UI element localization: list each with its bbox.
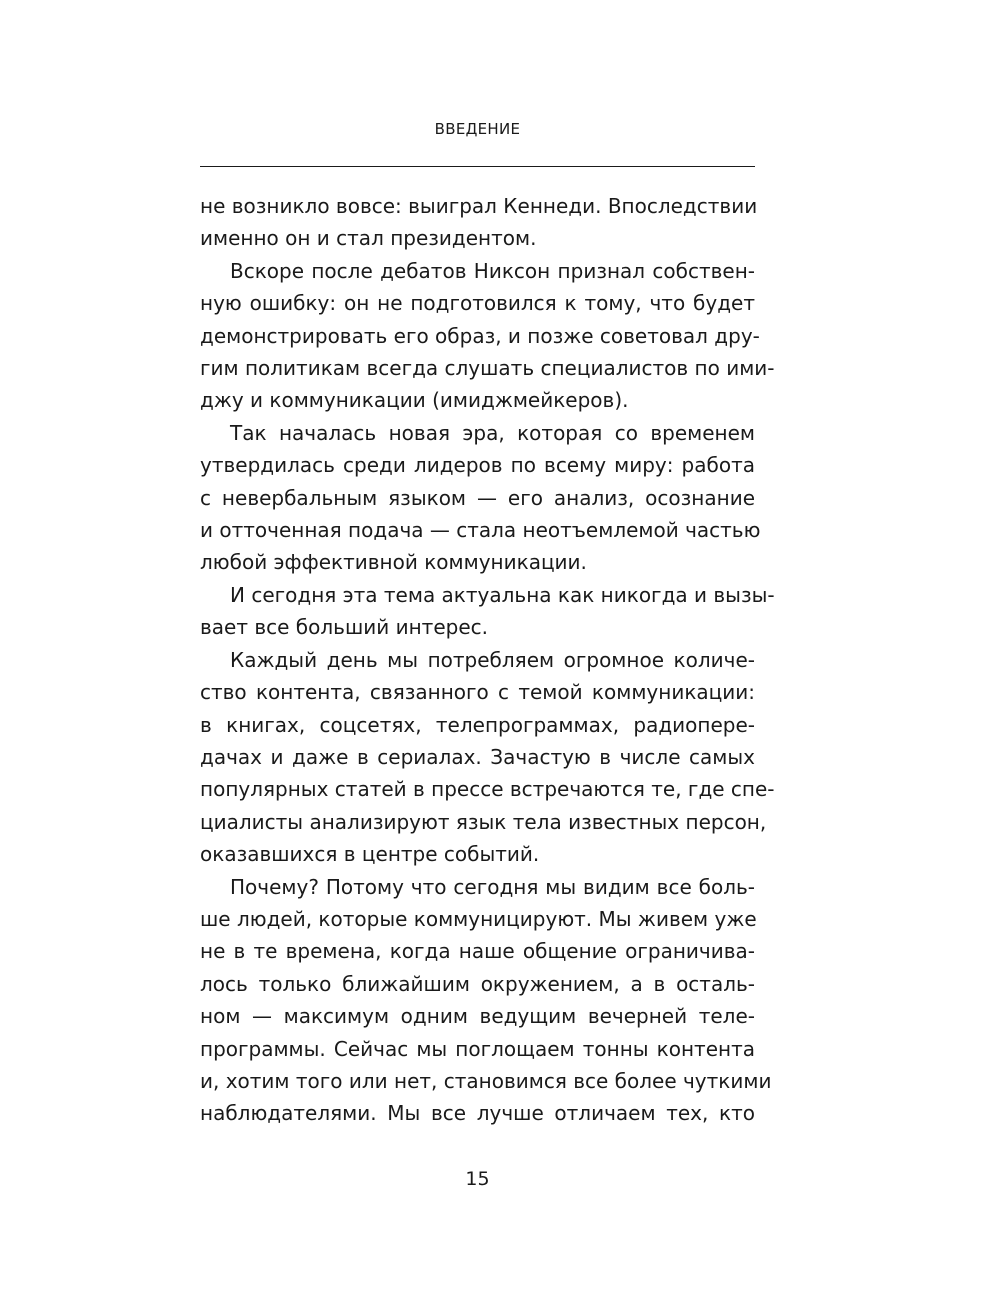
text-line: Каждый день мы потребляем огромное количе-	[230, 647, 755, 672]
paragraph-6	[200, 871, 772, 1130]
text-line: лось только ближайшим окружением, а в осталь-	[200, 971, 755, 996]
text-line: ство контента, связанного с темой коммуникации:	[200, 680, 755, 705]
text-line: ную ошибку: он не подготовился к тому, что будет	[200, 291, 755, 316]
text-line: популярных статей в прессе встречаются те, где спе-	[200, 777, 775, 802]
paragraph-1	[200, 190, 758, 255]
paragraph-3	[200, 417, 761, 579]
text-line: в книгах, соцсетях, телепрограммах, радиопере-	[200, 712, 755, 737]
text-line: И сегодня эта тема актуальна как никогда и вызы-	[230, 582, 775, 607]
text-line: любой эффективной коммуникации.	[200, 550, 587, 575]
running-header: ВВЕДЕНИЕ	[434, 120, 521, 138]
text-line: именно он и стал президентом.	[200, 226, 537, 251]
header-divider	[200, 166, 755, 167]
text-line: утвердилась среди лидеров по всему миру: работа	[200, 453, 755, 478]
text-line: и, хотим того или нет, становимся все более чуткими	[200, 1068, 772, 1093]
text-line: Так началась новая эра, которая со временем	[230, 420, 755, 445]
text-line: циалисты анализируют язык тела известных персон,	[200, 809, 767, 834]
text-line: и отточенная подача — стала неотъемлемой частью	[200, 518, 761, 543]
page-number: 15	[465, 1168, 490, 1190]
text-line: вает все больший интерес.	[200, 615, 488, 640]
body-text	[200, 190, 775, 1130]
text-line: дачах и даже в сериалах. Зачастую в числе самых	[200, 744, 755, 769]
text-line: не возникло вовсе: выиграл Кеннеди. Впоследствии	[200, 194, 758, 218]
paragraph-5	[200, 644, 775, 871]
text-line: демонстрировать его образ, и позже советовал дру-	[200, 323, 760, 348]
text-line: гим политикам всегда слушать специалистов по ими-	[200, 356, 775, 381]
text-line: не в те времена, когда наше общение ограничива-	[200, 939, 755, 964]
text-line: с невербальным языком — его анализ, осознание	[200, 485, 755, 510]
text-line: джу и коммуникации (имиджмейкеров).	[200, 388, 629, 413]
text-line: наблюдателями. Мы все лучше отличаем тех, кто	[200, 1101, 755, 1126]
text-line: программы. Сейчас мы поглощаем тонны контента	[200, 1036, 755, 1061]
paragraph-2	[200, 255, 775, 417]
text-line: Почему? Потому что сегодня мы видим все боль-	[230, 874, 755, 899]
text-line: Вскоре после дебатов Никсон признал собствен-	[230, 258, 755, 283]
text-line: ном — максимум одним ведущим вечерней теле-	[200, 1004, 755, 1029]
text-line: ше людей, которые коммуницируют. Мы живем уже	[200, 906, 757, 931]
text-line: оказавшихся в центре событий.	[200, 842, 540, 867]
paragraph-4	[200, 579, 775, 644]
